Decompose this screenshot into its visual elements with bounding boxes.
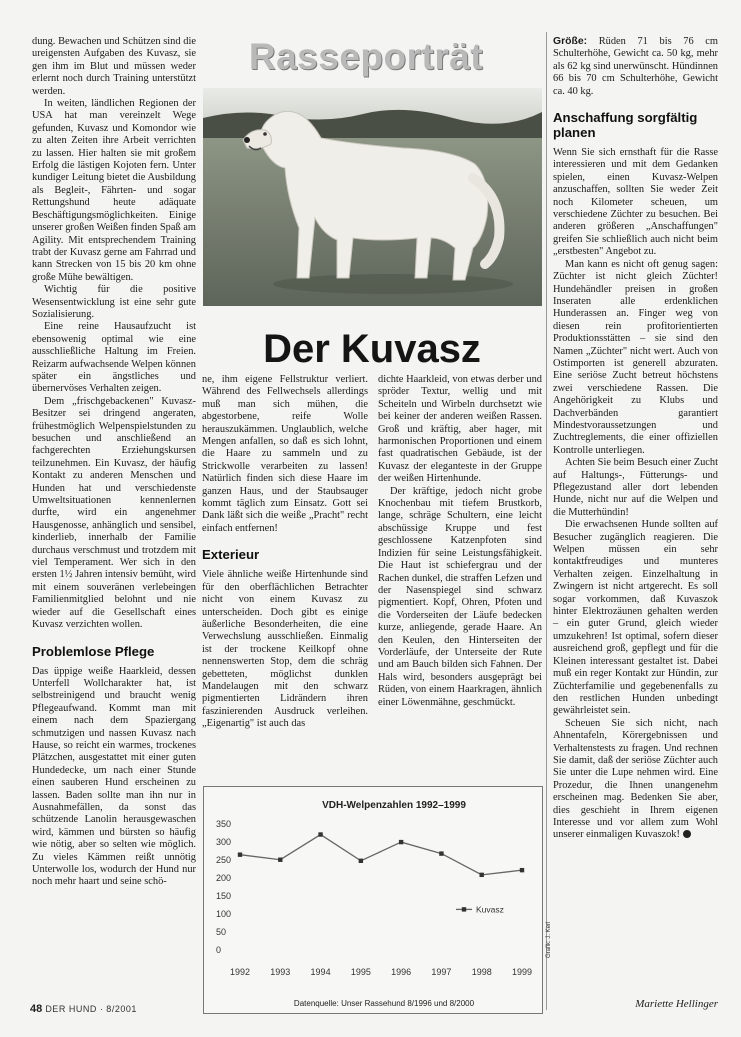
chart-source: Datenquelle: Unser Rassehund 8/1996 und 8/2000: [293, 999, 475, 1008]
col3-paragraph-1: dichte Haarkleid, von etwas derber und spröder Textur, wellig und mit Scheiteln und Wirbeln durchsetzt wie bei keiner der anderen weißen Rassen. Groß und kräftig, aber hager, mit harmonischen Proportionen und einem fast quadratischen Gebäude, ist der Kuvasz der eleganteste in der Gruppe der weißen Hirtenhunde.: [378, 374, 542, 485]
chart-canvas: [204, 787, 542, 1013]
chart-title: VDH-Welpenzahlen 1992–1999: [322, 800, 466, 811]
legend-marker: [462, 907, 466, 911]
data-point: [318, 832, 322, 836]
col1-paragraph-2: In weiten, ländlichen Regionen der USA hat man vereinzelt Wege gefunden, Kuvasz und Komondor wie zu alten Zeiten ihre Arbeit verrichten zu lassen. Hier halten sie mit großem Erfolg die lästigen Kojoten fern. Unter kundiger Leitung bietet die Ausbildung als Begleit-, Fährten- und sogar Rettungshund heute adäquate Beschäftigungsmöglichkeiten. Einige unserer großen Weißen finden Spaß am Agility. Mit entsprechendem Training trabt der Kuvasz gerne am Fahrrad und kann Strecken von 15 bis 20 km ohne große Mühe bewältigen.: [32, 98, 196, 283]
column-2: [202, 374, 368, 731]
y-tick-label: 0: [216, 945, 222, 955]
article-title: Der Kuvasz: [263, 327, 481, 371]
col1-paragraph-3: Wichtig für die positive Wesensentwicklung ist eine sehr gute Sozialisierung.: [32, 284, 196, 320]
col1-paragraph-4: Eine reine Hausaufzucht ist ebensowenig optimal wie eine ausschließliche Haltung im Freien. Reizarm aufwachsende Welpen können später ein ängstliches und übernervöses Verhalten zeigen.: [32, 321, 196, 395]
series-line: [240, 835, 522, 875]
size-text: Rüden 71 bis 76 cm Schulterhöhe, Gewicht ca. 50 kg, mehr als 62 kg sind unerwünscht. Hündinnen 66 bis 70 cm Schulterhöhe, Gewicht ca. 40 kg.: [553, 36, 718, 97]
column-1: [32, 36, 196, 889]
y-tick-label: 100: [216, 909, 232, 919]
legend-label: Kuvasz: [476, 904, 504, 915]
col4-paragraph-5-text: Scheuen Sie sich nicht, nach Ahnentafeln, Körergebnissen und Verhaltenstests zu fragen. Und rechnen Sie damit, daß der seriöse Züchter auch Sie unter die Lupe nehmen wird. Eine Prozedur, die Ihnen unangenehm erscheinen mag. Bedenken Sie aber, dies geschieht in Ihrem eigenen Interesse und vor allem zum Wohl unserer einmaligen Kuvaszok!: [553, 717, 718, 841]
page-footer: [30, 1003, 230, 1015]
col1-paragraph-6: Das üppige weiße Haarkleid, dessen Unterfell Wollcharakter hat, ist selbstreinigend und braucht wenig Pflegeaufwand. Kommt man mit einem nach dem Spaziergang schmutzigen und nassen Kuvasz nach Hause, so reicht ein warmes, trockenes Plätzchen, ausgestattet mit einer guten Hundedecke, um nach einer Stunde einen sauberen Hund erscheinen zu lassen. Baden sollte man ihn nur in Ausnahmefällen, da sonst das schützende Lanolin herausgewaschen wird, kämmen und bürsten so häufig wie nötig, aber so selten wie möglich. Zu vieles Kämmen reißt unnötig Unterwolle los, wodurch der Hund nur noch mehr haart und seine schö-: [32, 665, 196, 888]
col4-paragraph-3: Achten Sie beim Besuch einer Zucht auf Haltungs-, Fütterungs- und Pflegezustand aller dort lebenden Hunde, nicht nur auf die Welpen und die Mutterhündin!: [553, 457, 718, 518]
heading-pflege: Problemlose Pflege: [32, 643, 155, 659]
y-tick-label: 50: [216, 927, 227, 937]
x-tick-label: 1997: [431, 967, 452, 977]
dog-illustration: [203, 88, 542, 306]
col1-paragraph-5: Dem „frischgebackenen" Kuvasz-Besitzer sei dringend angeraten, frühestmöglich Welpenspielstunden zu besuchen und anschließend an fachgerechten Erziehungskursen teilzunehmen. Ein Kuvasz, der häufig Kontakt zu anderen Menschen und Hunden hat und verschiedenste Umweltsituationen kennenlernen durfte, wird ein angenehmer Hausgenosse, anhänglich und sensibel, kinderlieb, innerhalb der Familie durchaus verschmust und trotzdem mit viel Temperament. Wer sich in den ersten 1½ Jahren intensiv bemüht, wird mit einem souveränen verlebeingen Familienmitglied belohnt und nie wieder auf die Gesellschaft eines Kuvasz verzichten wollen.: [32, 395, 196, 631]
col1-paragraph-1: dung. Bewachen und Schützen sind die ureigensten Aufgaben des Kuvasz, sie gen ihm im Blut und müssen weder erlernt noch durch Training unterstützt werden.: [32, 36, 196, 97]
end-mark-icon: [683, 830, 691, 838]
size-label: Größe:: [553, 36, 588, 47]
data-point: [278, 858, 282, 862]
data-point: [480, 873, 484, 877]
puppy-chart: [203, 786, 543, 1014]
kicker-title: Rasseporträt: [248, 36, 484, 77]
y-tick-label: 350: [216, 819, 232, 829]
page-number: 48: [30, 1003, 43, 1015]
heading-anschaffung: Anschaffung sorgfältig planen: [553, 110, 698, 141]
column-4: [553, 36, 718, 842]
size-info: [553, 36, 718, 98]
heading-exterieur: Exterieur: [202, 547, 260, 563]
data-point: [399, 840, 403, 844]
col2-paragraph-1: ne, ihm eigene Fellstruktur verliert. Während des Fellwechsels allerdings muß man sich mühen, die abgestorbene, reife Wolle herauszukämmen. Unglaublich, welche Mengen anfallen, so daß es sich lohnt, die Haare zu sammeln und zu Strickwolle verarbeiten zu lassen! Natürlich finden sich diese Haare im ganzen Haus, und der Staubsauger kommt täglich zum Einsatz. Gott sei Dank läßt sich die weiße „Pracht" recht einfach entfernen!: [202, 374, 368, 534]
y-tick-label: 200: [216, 873, 232, 883]
y-tick-label: 150: [216, 891, 232, 901]
kuvasz-photo: [203, 88, 542, 306]
column-divider: [546, 32, 547, 1010]
data-point: [359, 859, 363, 863]
y-tick-label: 250: [216, 855, 232, 865]
col4-paragraph-1: Wenn Sie sich ernsthaft für die Rasse interessieren und mit dem Gedanken spielen, einen Kuvasz-Welpen anzuschaffen, sollten Sie weder Zeit noch Kilometer scheuen, um verschiedene Züchter zu besuchen. Bei anderen größeren „Anschaffungen" greifen Sie schließlich auch nicht beim „erstbesten" Angebot zu.: [553, 147, 718, 258]
column-3: [378, 374, 542, 709]
data-point: [439, 851, 443, 855]
x-tick-label: 1994: [310, 967, 331, 977]
data-point: [520, 868, 524, 872]
x-tick-label: 1992: [229, 967, 251, 977]
col2-paragraph-2: Viele ähnliche weiße Hirtenhunde sind für den oberflächlichen Betrachter nicht von einem Kuvasz zu unterscheiden. Doch gibt es einige äußerliche Besonderheiten, die eine Verwechslung ausschließen. Einmalig ist der trockene Keilkopf ohne nennenswerten Stop, dem die schräg gebetteten, möglichst dunklen Mandelaugen mit den schwarz pigmentierten Lidrändern ihren faszinierenden Ausdruck verleihen. „Eigenartig" ist auch das: [202, 569, 368, 730]
y-tick-label: 300: [216, 837, 232, 847]
x-tick-label: 1999: [511, 967, 533, 977]
graphic-credit: Grafik: J. Kerl: [546, 921, 552, 958]
x-tick-label: 1996: [391, 967, 412, 977]
col3-paragraph-2: Der kräftige, jedoch nicht grobe Knochenbau mit tiefem Brustkorb, lange, schräge Schultern, eine leicht abschüssige Kruppe und fest geschlossene Katzenpfoten sind Indizien für seine Leistungsfähigkeit. Die Haut ist schiefergrau und der Rachen dunkel, die straffen Lefzen und der Nasenspiegel sind schwarz pigmentiert. Kopf, Ohren, Pfoten und die Vorderseiten der Läufe bedecken kurze, anliegende, gerade Haare. An den Keulen, den Hinterseiten der Vorderläufe, der Unterseite der Rute und am Bauch bilden sich Fahnen. Der Hals wird, besonders ausgeprägt bei Rüden, von einem Haarkragen, ähnlich einer Löwenmähne, geschmückt.: [378, 485, 542, 708]
col4-paragraph-5: [553, 718, 718, 842]
col4-paragraph-2: Man kann es nicht oft genug sagen: Züchter ist nicht gleich Züchter! Hundehändler preisen in großen Inseraten alle erdenklichen Hunderassen an. Finger weg von diesen rein profitorientierten Produktionsstätten – sie sind den Namen „Züchter" nicht wert. Auch von Ostimporten ist generell abzuraten. Eine seriöse Zucht betreut höchstens zwei verschiedene Rassen. Die Angehörigkeit zu Klubs und Dachverbänden garantiert Mindestvoraussetzungen und Zuchtreglements, die einer offiziellen Kontrolle unterliegen.: [553, 258, 718, 456]
magazine-issue: DER HUND · 8/2001: [45, 1004, 137, 1014]
col4-paragraph-4: Die erwachsenen Hunde sollten auf Besucher zugänglich reagieren. Die Welpen müssen ein sehr kontaktfreudiges und munteres Verhalten zeigen. Einzelhaltung in Zwingern ist nicht artgerecht. Es soll sogar vorkommen, daß Kuvaszok hinter Elektrozäunen gehalten werden – ein guter Grund, gleich wieder umzukehren! Ist optimal, sofern dieser ausreichend groß, gepflegt und für die Kleinen interessant gestaltet ist. Dabei muß ein reger Kontakt zur Hündin, zur Züchterfamilie und gegebenenfalls zu den restlichen Hunden unbedingt gewährleistet sein.: [553, 519, 718, 717]
x-tick-label: 1998: [471, 967, 492, 977]
author-name: Mariette Hellinger: [635, 998, 718, 1010]
x-tick-label: 1993: [270, 967, 291, 977]
x-tick-label: 1995: [350, 967, 371, 977]
data-point: [238, 852, 242, 856]
